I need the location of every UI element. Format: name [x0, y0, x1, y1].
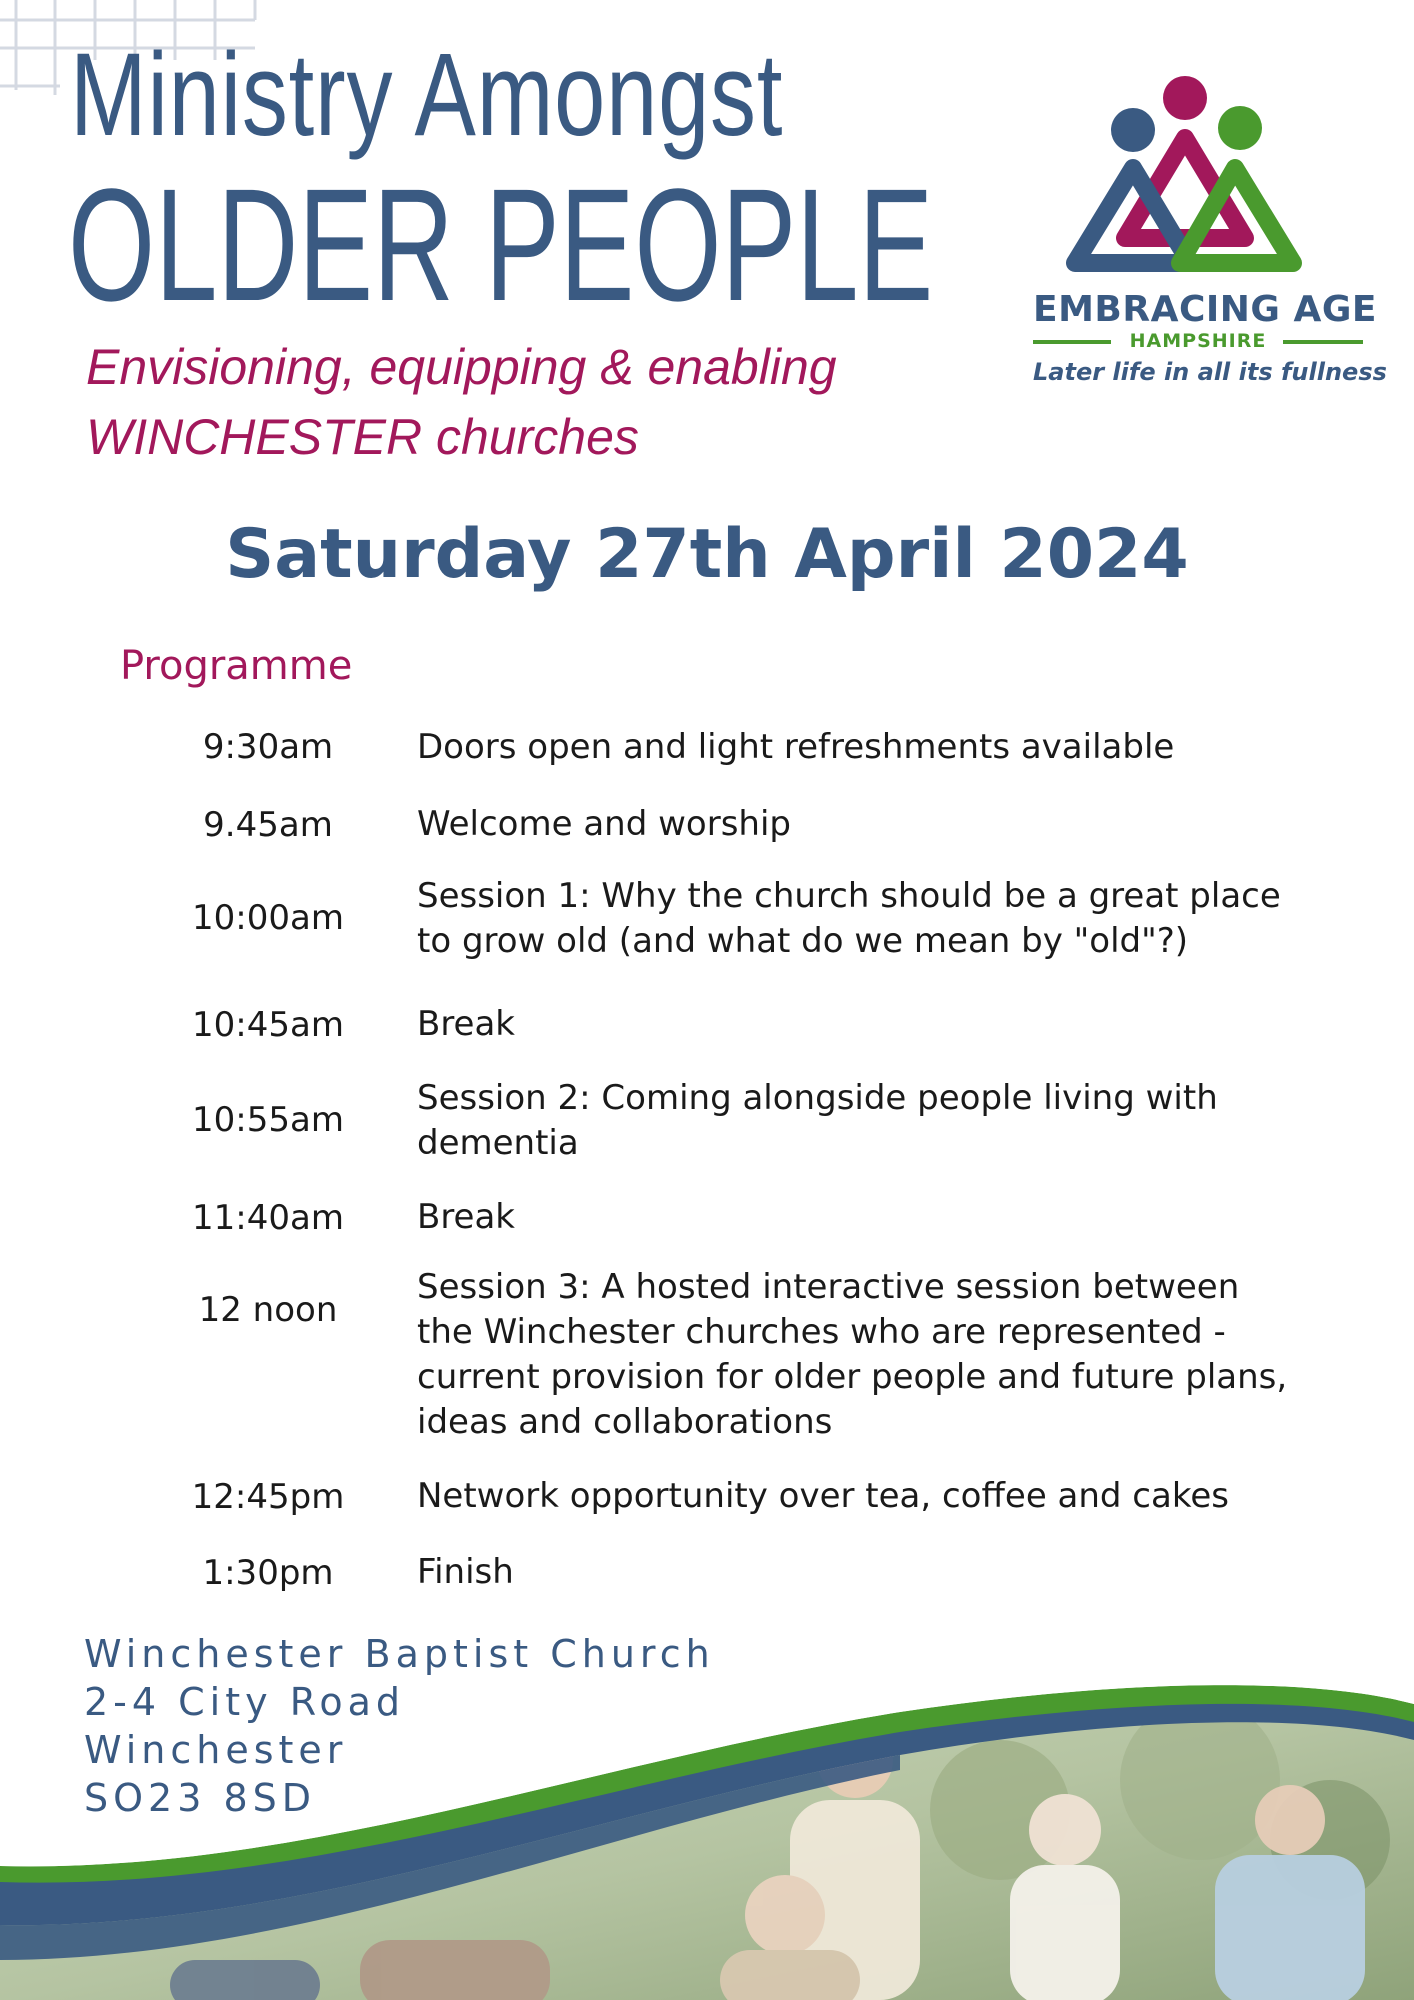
programme-description: Break	[417, 1197, 515, 1237]
programme-time: 11:40am	[192, 1198, 344, 1238]
programme-time: 12 noon	[198, 1290, 338, 1330]
programme-time: 10:55am	[192, 1100, 344, 1140]
logo-divider-right	[1283, 340, 1363, 344]
venue-street: 2-4 City Road	[84, 1680, 406, 1724]
programme-time: 10:45am	[192, 1005, 344, 1045]
venue-city: Winchester	[84, 1728, 348, 1772]
people-triangles-icon	[1025, 68, 1370, 278]
programme-description: Session 3: A hosted interactive session between the Winchester churches who are represented - current provision for older people and future plans, ideas and collaborations	[417, 1267, 1288, 1442]
venue-address	[84, 1630, 715, 1822]
subtitle-line-1: Envisioning, equipping & enabling	[86, 339, 837, 395]
programme-time: 1:30pm	[202, 1553, 334, 1593]
programme-description: Break	[417, 1004, 515, 1044]
programme-time: 12:45pm	[191, 1477, 345, 1517]
programme-description: Doors open and light refreshments available	[417, 727, 1175, 767]
title-line-1: Ministry Amongst	[70, 29, 784, 161]
title-line-2: OLDER PEOPLE	[68, 155, 934, 334]
logo-name	[1033, 289, 1377, 330]
programme-time: 9:30am	[202, 727, 334, 767]
venue-name: Winchester Baptist Church	[84, 1632, 715, 1676]
programme-description: Network opportunity over tea, coffee and cakes	[417, 1476, 1229, 1516]
logo-name-text: EMBRACING AGE	[1033, 289, 1377, 330]
embracing-age-logo	[1025, 68, 1387, 398]
subtitle-line-2: WINCHESTER churches	[86, 409, 639, 465]
event-date: Saturday 27th April 2024	[225, 515, 1189, 594]
programme-time: 9.45am	[203, 805, 333, 845]
logo-divider-left	[1033, 340, 1111, 344]
logo-tagline: Later life in all its fullness	[1033, 358, 1387, 386]
venue-postcode: SO23 8SD	[84, 1776, 317, 1820]
programme-time: 10:00am	[192, 898, 344, 938]
programme-description: Welcome and worship	[417, 804, 791, 844]
programme-description: Session 1: Why the church should be a great place to grow old (and what do we mean by "old"?)	[417, 876, 1281, 961]
programme-description: Session 2: Coming alongside people living with dementia	[417, 1078, 1218, 1163]
logo-region: HAMPSHIRE	[1129, 330, 1267, 352]
programme-description: Finish	[417, 1552, 514, 1592]
programme-heading: Programme	[120, 643, 353, 689]
